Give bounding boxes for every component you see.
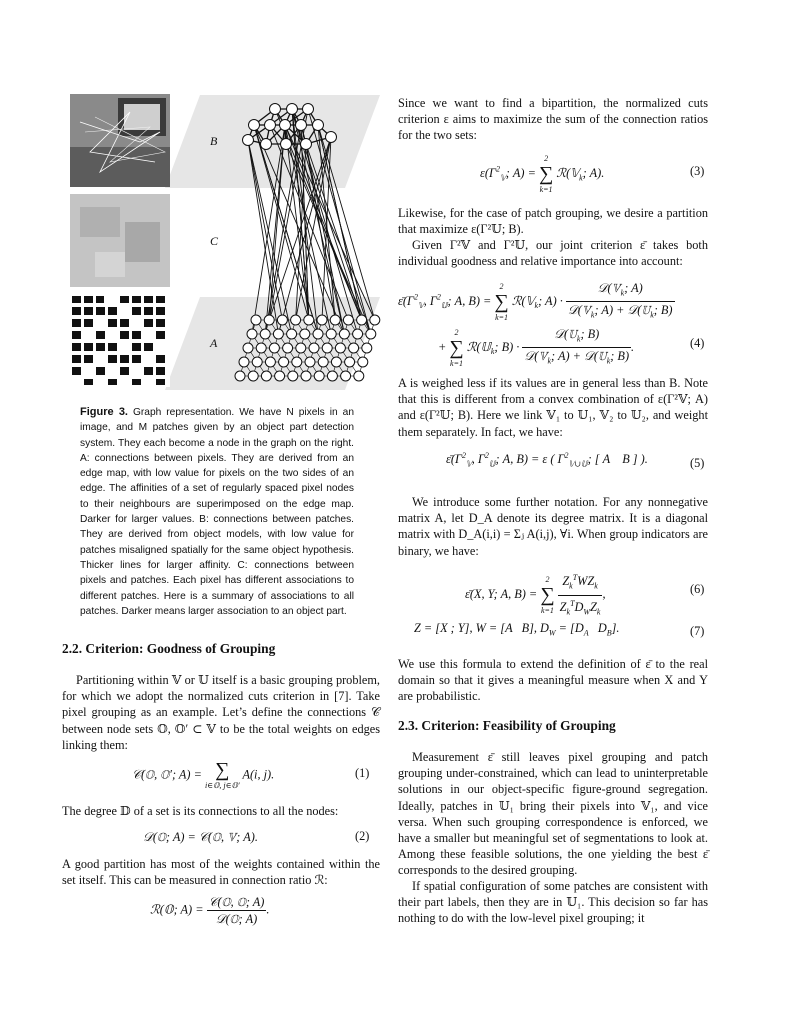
- graph-node: [281, 139, 292, 150]
- graph-node: [326, 132, 337, 143]
- graph-node: [296, 120, 307, 131]
- figure-caption: [80, 405, 354, 619]
- graph-node: [270, 104, 281, 115]
- right-para-1: Since we want to find a bipartition, the normalized cuts criterion ε aims to maximize the sum of the connection ratios for the two sets:: [398, 96, 708, 143]
- graph-node: [313, 329, 323, 339]
- graph-node: [345, 357, 355, 367]
- graph-node: [341, 371, 351, 381]
- graph-node: [330, 315, 340, 325]
- graph-node: [249, 120, 260, 131]
- graph-node: [247, 329, 257, 339]
- graph-node: [287, 329, 297, 339]
- graph-node: [280, 120, 291, 131]
- graph-node: [357, 315, 367, 325]
- graph-node: [251, 315, 261, 325]
- graph-node: [261, 139, 272, 150]
- equation-7: Z = [X ; Y], W = [A B], $D_W = [D_A$ $D_B$].: [414, 621, 620, 638]
- graph-node: [292, 357, 302, 367]
- graph-node: [354, 371, 364, 381]
- graph-node: [339, 329, 349, 339]
- graph-node: [313, 120, 324, 131]
- equation-1: 𝒞(𝕆, 𝕆′; A) = ∑ i∈𝕆, j∈𝕆′ A(i, j).: [132, 759, 275, 790]
- graph-node: [243, 343, 253, 353]
- right-para-8: If spatial configuration of some patches are consistent with their part labels, then they are in 𝕌₁. This decision so far has nothing to do with the low-level pixel grouping; it: [398, 879, 708, 926]
- section-title-2-3: 2.3. Criterion: Feasibility of Grouping: [398, 718, 616, 733]
- graph-node: [277, 315, 287, 325]
- graph-node: [264, 315, 274, 325]
- graph-node: [265, 120, 276, 131]
- graph-node: [362, 343, 372, 353]
- graph-node: [317, 315, 327, 325]
- equation-ratio: ℛ(𝕆; A) = $\frac{\text{𝒞(𝕆, 𝕆; A)}}{\text{𝒟(𝕆; A)}}$ .: [150, 895, 270, 926]
- left-para-2: The degree 𝔻 of a set is its connections to all the nodes:: [62, 804, 339, 818]
- graph-node: [366, 329, 376, 339]
- graph-node: [326, 329, 336, 339]
- graph-node: [252, 357, 262, 367]
- eq7-number: (7): [690, 624, 705, 638]
- graph-node: [261, 371, 271, 381]
- graph-node: [303, 104, 314, 115]
- graph-node: [275, 371, 285, 381]
- graph-node: [335, 343, 345, 353]
- eq2-number: (2): [355, 829, 370, 843]
- graph-node: [343, 315, 353, 325]
- graph-node: [301, 139, 312, 150]
- label-c: C: [210, 234, 219, 248]
- equation-3: $\varepsilon(\Gamma^2_𝕍$; A) = 2 ∑ k=1 ℛ(𝕍$_k$; A).: [480, 154, 605, 194]
- graph-node: [273, 329, 283, 339]
- graph-node: [243, 135, 254, 146]
- graph-node: [265, 357, 275, 367]
- graph-node: [260, 329, 270, 339]
- graph-node: [283, 343, 293, 353]
- graph-node: [331, 357, 341, 367]
- equation-5: $\varepsilon̄(\Gamma^2_𝕍$, $\Gamma^2_𝕌$; A, B) = ε ( $\Gamma^2_{𝕍\cup 𝕌}$; [ A B ] ).: [446, 451, 648, 469]
- graph-node: [370, 315, 380, 325]
- graph-node: [235, 371, 245, 381]
- graph-node: [279, 357, 289, 367]
- graph-node: [301, 371, 311, 381]
- left-para-1: Partitioning within 𝕍 or 𝕌 itself is a basic grouping problem, for which we adopt the normalized cuts criterion in [7]. Take pixel grouping as an example. Let’s define the connections 𝒞 between node sets 𝕆, 𝕆′ ⊂ 𝕍 to be the total weights on edges linking them:: [62, 673, 380, 752]
- graph-node: [349, 343, 359, 353]
- right-para-6: We use this formula to extend the definition of ε̄ to the real domain so that it gives a meaningful measure when X and Y are probabilistic.: [398, 657, 708, 704]
- eq5-number: (5): [690, 456, 705, 470]
- eq1-number: (1): [355, 766, 370, 780]
- graph-node: [327, 371, 337, 381]
- right-para-4: A is weighed less if its values are in general less than B. Note that this is different from a convex combination of ε(Γ²𝕍; A) and ε(Γ²𝕌; B). Here we link 𝕍₁ to 𝕌₁, 𝕍₂ to 𝕌₂, and weight them separately. In fact, we have:: [398, 376, 708, 439]
- graph-node: [300, 329, 310, 339]
- section-title-2-2: 2.2. Criterion: Goodness of Grouping: [62, 641, 276, 656]
- right-para-5: We introduce some further notation. For any nonnegative matrix A, let D_A denote its degree matrix. It is a diagonal matrix with D_A(i,i) = Σⱼ A(i,j), ∀i. When group indicators are binary, we have:: [398, 495, 708, 558]
- graph-node: [296, 343, 306, 353]
- eq6-number: (6): [690, 582, 705, 596]
- equation-6: ε̄(X, Y; A, B) = 2 ∑ k=1 $\frac{Z_k^TWZ_k}{Z_k^TD_WZ_k}$ ,: [465, 570, 606, 620]
- right-para-3: Given Γ²𝕍 and Γ²𝕌, our joint criterion ε̄ takes both individual goodness and relative importance into account:: [398, 238, 708, 269]
- label-a: A: [210, 336, 218, 350]
- graph-representation-figure: [70, 92, 390, 392]
- graph-node: [304, 315, 314, 325]
- graph-node: [269, 343, 279, 353]
- left-para-3: A good partition has most of the weights contained within the set itself. This can be measured in connection ratio ℛ:: [62, 857, 380, 888]
- figure-3-graphic: [70, 92, 390, 397]
- eq4-number: (4): [690, 336, 705, 350]
- right-para-7: Measurement ε̄ still leaves pixel grouping and patch grouping under-constrained, which can lead to uninterpretable solutions in our object-specific figure-ground segregation. Ideally, patches in 𝕌₁ bring their pixels into 𝕍₁, and vice versa. When such grouping correspondence is enforced, we have a smaller but meaningful set of segmentations to look at. Among these feasible solutions, the one yielding the best ε̄ corresponds to the desired grouping.: [398, 750, 708, 878]
- equation-4-line-2: + 2 ∑ k=1 ℛ(𝕌$_k$; B) · $\frac{𝒟(𝕌_k; B)}{𝒟(𝕍_k; A) + 𝒟(𝕌_k; B)}$ .: [438, 327, 635, 368]
- graph-node: [287, 104, 298, 115]
- graph-node: [256, 343, 266, 353]
- eq3-number: (3): [690, 164, 705, 178]
- graph-node: [353, 329, 363, 339]
- label-b: B: [210, 134, 218, 148]
- graph-node: [305, 357, 315, 367]
- graph-node: [322, 343, 332, 353]
- graph-node: [318, 357, 328, 367]
- caption-head: Figure 3.: [80, 406, 128, 418]
- graph-node: [358, 357, 368, 367]
- graph-node: [288, 371, 298, 381]
- caption-text: Graph representation. We have N pixels in an image, and M patches given by an object part detection system. They each become a node in the graph on the right. A: connections between pixels. They are derived from an edge map, with low value for pixels on the two sides of an edge. The affinities of a set of regularly spaced pixel nodes to their neighbours are superimposed on the edge map. Darker for larger values. B: connections between patches. They are derived from object models, with low value for patches misaligned spatially for the same object hypothesis. Thicker lines for larger affinity. C: connections between pixels and patches. Each pixel has different associations to different patches. Here is a summary of associations to all patches. Darker means larger association to an object part.: [80, 407, 354, 617]
- graph-node: [239, 357, 249, 367]
- equation-4-line-1: $\varepsilon̄(\Gamma^2_𝕍$, $\Gamma^2_𝕌$; A, B) = 2 ∑ k=1 ℛ(𝕍$_k$; A) · $\frac{𝒟(𝕍_k; A)}{𝒟(𝕍_k; A) + 𝒟(𝕌_k; B)}$: [398, 281, 673, 322]
- graph-node: [309, 343, 319, 353]
- equation-2: 𝒟(𝕆; A) = 𝒞(𝕆, 𝕍; A).: [143, 830, 258, 844]
- graph-node: [291, 315, 301, 325]
- graph-node: [248, 371, 258, 381]
- graph-node: [314, 371, 324, 381]
- right-para-2: Likewise, for the case of patch grouping, we desire a partition that maximize ε(Γ²𝕌; B).: [398, 206, 708, 237]
